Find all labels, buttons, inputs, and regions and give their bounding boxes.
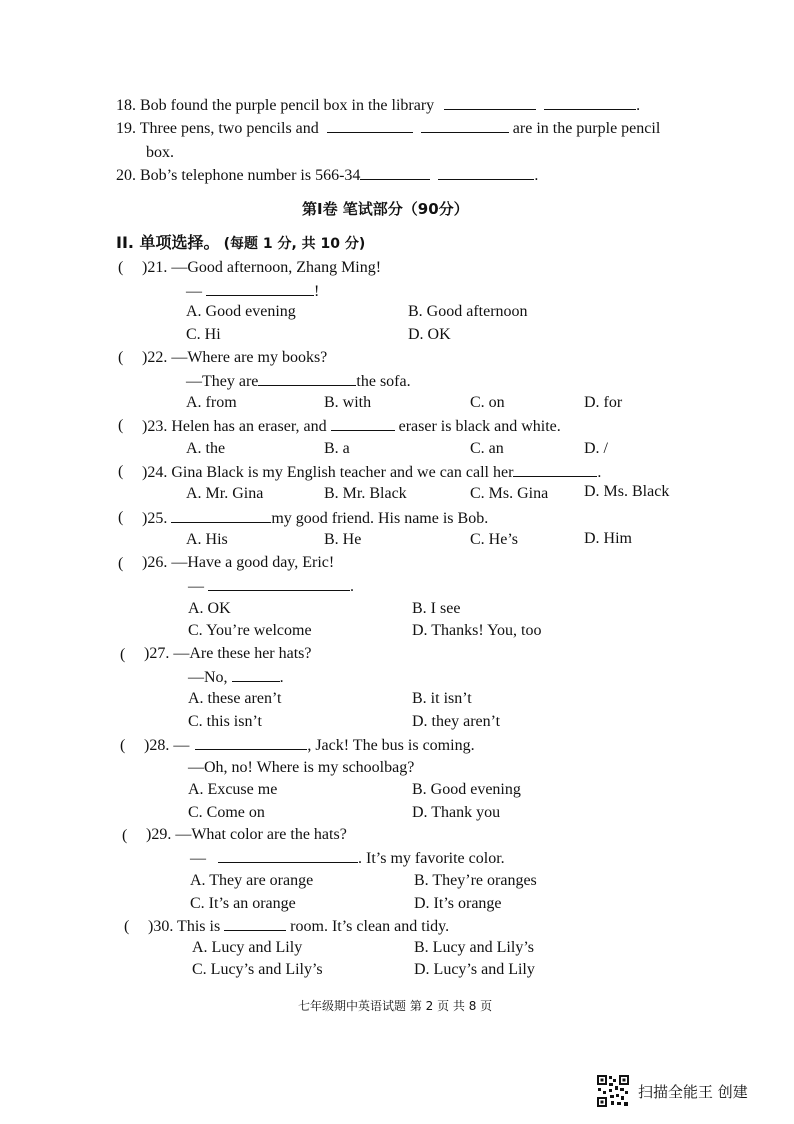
answer-paren[interactable]: ( [118, 463, 124, 480]
question-number: )29. [146, 826, 172, 843]
option-b[interactable]: B. Mr. Black [324, 485, 407, 502]
option-d[interactable]: D. It’s orange [414, 895, 502, 912]
option-b[interactable]: B. a [324, 440, 350, 457]
question-number: )21. [142, 259, 168, 276]
answer-blank[interactable] [208, 576, 350, 591]
option-b[interactable]: B. Good afternoon [408, 303, 528, 320]
question-26-line2: — . [188, 578, 354, 595]
answer-blank[interactable] [206, 281, 314, 296]
option-c[interactable]: C. Hi [186, 326, 221, 343]
option-a[interactable]: A. Lucy and Lily [192, 939, 303, 956]
answer-blank[interactable] [331, 416, 395, 431]
option-d[interactable]: D. Lucy’s and Lily [414, 961, 535, 978]
answer-paren[interactable]: ( [120, 737, 126, 754]
question-number: )26. [142, 554, 168, 571]
question-20: 20. Bob’s telephone number is 566-34 . [116, 167, 539, 184]
option-c[interactable]: C. He’s [470, 531, 518, 548]
question-19 [116, 118, 660, 139]
answer-paren[interactable]: ( [118, 349, 124, 366]
question-21-line2: — ! [186, 283, 320, 300]
question-23 [142, 416, 561, 437]
question-19-cont: box. [146, 144, 174, 161]
question-text: This is [177, 918, 221, 935]
question-text: —Where are my books? [171, 349, 328, 366]
answer-paren[interactable]: ( [120, 646, 126, 663]
option-c[interactable]: C. Ms. Gina [470, 485, 549, 502]
question-text: —What color are the hats? [175, 826, 347, 843]
option-a[interactable]: A. They are orange [190, 872, 314, 889]
option-c[interactable]: C. It’s an orange [190, 895, 296, 912]
option-a[interactable]: A. the [186, 440, 226, 457]
question-text: —Are these her hats? [173, 645, 312, 662]
option-c[interactable]: C. You’re welcome [188, 622, 312, 639]
question-text: , Jack! The bus is coming. [307, 737, 475, 754]
question-27 [144, 644, 312, 664]
question-26 [142, 553, 334, 573]
qr-code-icon [596, 1074, 630, 1108]
answer-blank[interactable] [360, 165, 430, 180]
answer-paren[interactable]: ( [118, 555, 124, 572]
option-d[interactable]: D. for [584, 394, 623, 411]
option-d[interactable]: D. Thanks! You, too [412, 622, 542, 639]
question-29-line2: — . It’s my favorite color. [190, 850, 505, 867]
question-number: )28. [144, 737, 170, 754]
option-b[interactable]: B. with [324, 394, 372, 411]
question-number: )30. [148, 918, 174, 935]
option-b[interactable]: B. He [324, 531, 362, 548]
option-d[interactable]: D. Thank you [412, 804, 501, 821]
part-note: (每题 1 分, 共 10 分) [223, 236, 366, 252]
question-number: )24. [142, 464, 168, 481]
question-25 [142, 508, 488, 529]
option-b[interactable]: B. They’re oranges [414, 872, 537, 889]
option-c[interactable]: C. this isn’t [188, 713, 262, 730]
answer-blank[interactable] [421, 118, 509, 133]
question-text: eraser is black and white. [398, 418, 561, 435]
answer-blank[interactable] [258, 371, 356, 386]
option-c[interactable]: C. Come on [188, 804, 265, 821]
scanner-label: 扫描全能王 创建 [638, 1083, 748, 1101]
option-d[interactable]: D. / [584, 440, 608, 457]
question-number: )22. [142, 349, 168, 366]
question-text: Gina Black is my English teacher and we can call her [171, 464, 514, 481]
question-number: )27. [144, 645, 170, 662]
option-b[interactable]: B. I see [412, 600, 461, 617]
question-number: )25. [142, 510, 168, 527]
option-d[interactable]: D. Ms. Black [584, 483, 670, 500]
answer-blank[interactable] [513, 462, 597, 477]
answer-paren[interactable]: ( [124, 918, 130, 935]
option-a[interactable]: A. these aren’t [188, 690, 282, 707]
question-text: are in the purple pencil [512, 120, 661, 137]
option-d[interactable]: D. Him [584, 530, 632, 547]
answer-blank[interactable] [218, 848, 358, 863]
question-text: my good friend. His name is Bob. [271, 510, 489, 527]
question-27-line2: —No, . [188, 669, 284, 686]
question-text: Bob’s telephone number is 566-34 [140, 167, 361, 184]
part-title: II. 单项选择。 [116, 233, 220, 252]
question-number: 18. [116, 97, 136, 114]
answer-blank[interactable] [224, 916, 286, 931]
question-21 [142, 258, 381, 278]
question-30 [148, 916, 449, 937]
answer-paren[interactable]: ( [118, 509, 124, 526]
question-text: Bob found the purple pencil box in the library [140, 97, 435, 114]
question-text: Helen has an eraser, and [171, 418, 327, 435]
option-c[interactable]: C. an [470, 440, 504, 457]
answer-blank[interactable] [544, 95, 636, 110]
question-29 [146, 825, 347, 845]
question-number: 20. [116, 167, 136, 184]
option-b[interactable]: B. it isn’t [412, 690, 472, 707]
answer-blank[interactable] [195, 735, 307, 750]
option-a[interactable]: A. Good evening [186, 303, 296, 320]
answer-paren[interactable]: ( [122, 827, 128, 844]
option-a[interactable]: A. His [186, 531, 228, 548]
question-number: )23. [142, 418, 168, 435]
option-d[interactable]: D. they aren’t [412, 713, 501, 730]
question-text: Three pens, two pencils and [139, 120, 319, 137]
question-text: —Have a good day, Eric! [171, 554, 335, 571]
option-b[interactable]: B. Good evening [412, 781, 521, 798]
option-a[interactable]: A. from [186, 394, 237, 411]
question-text: room. It’s clean and tidy. [290, 918, 450, 935]
section-title: 第Ⅰ卷 笔试部分（90分） [302, 200, 469, 218]
answer-blank[interactable] [327, 118, 413, 133]
question-number: 19. [116, 120, 136, 137]
answer-blank[interactable] [438, 165, 534, 180]
answer-blank[interactable] [171, 508, 271, 523]
option-c[interactable]: C. on [470, 394, 505, 411]
question-24: )24. Gina Black is my English teacher and we can call her . [142, 464, 602, 481]
answer-blank[interactable] [444, 95, 536, 110]
question-22-line2: —They are the sofa. [186, 373, 411, 390]
question-22 [142, 348, 327, 368]
option-a[interactable]: A. OK [188, 600, 231, 617]
question-18: 18. Bob found the purple pencil box in the library . [116, 97, 641, 114]
option-b[interactable]: B. Lucy and Lily’s [414, 939, 534, 956]
answer-blank[interactable] [232, 667, 280, 682]
part-heading [116, 233, 365, 254]
question-28: )28. — , Jack! The bus is coming. [144, 737, 475, 754]
option-a[interactable]: A. Excuse me [188, 781, 278, 798]
option-d[interactable]: D. OK [408, 326, 451, 343]
answer-paren[interactable]: ( [118, 259, 124, 276]
question-text: —Good afternoon, Zhang Ming! [171, 259, 382, 276]
question-28-line2: —Oh, no! Where is my schoolbag? [188, 759, 415, 776]
option-c[interactable]: C. Lucy’s and Lily’s [192, 961, 323, 978]
page-footer: 七年级期中英语试题 第 2 页 共 8 页 [298, 999, 493, 1013]
answer-paren[interactable]: ( [118, 417, 124, 434]
option-a[interactable]: A. Mr. Gina [186, 485, 264, 502]
